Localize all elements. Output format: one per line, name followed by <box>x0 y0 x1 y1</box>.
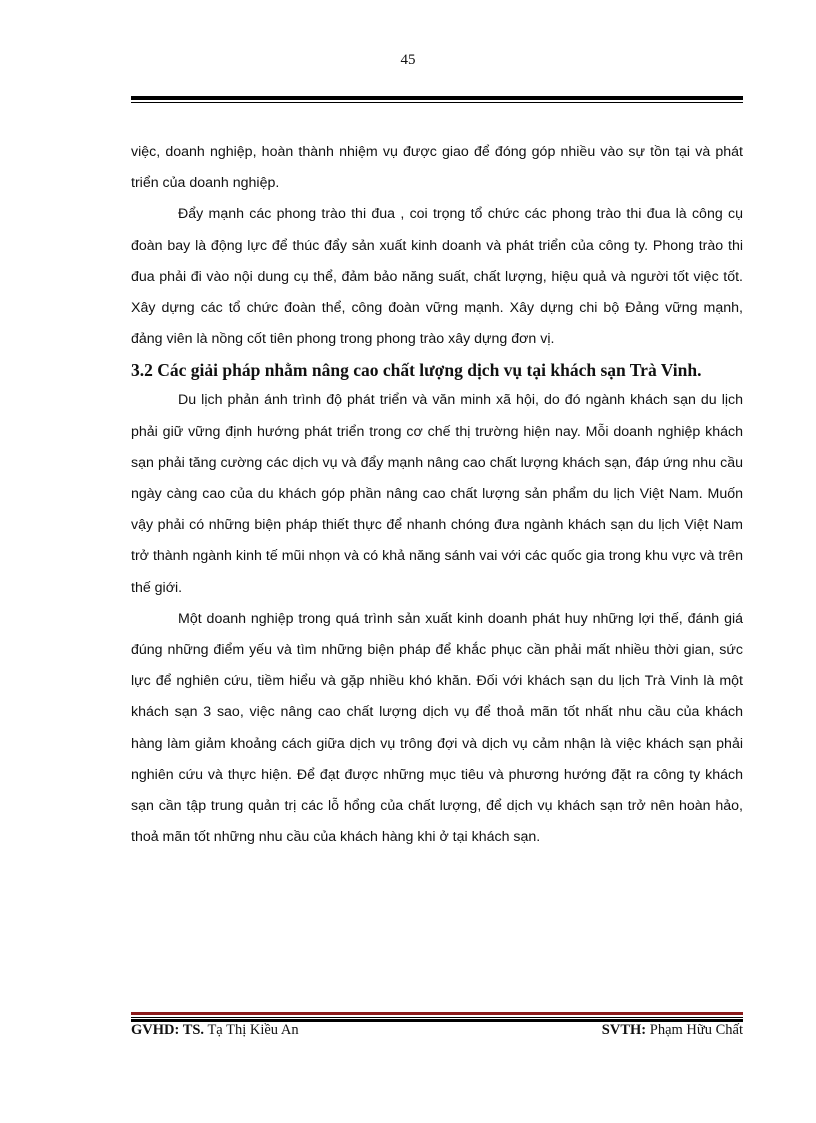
footer <box>131 1022 743 1039</box>
header-rule <box>131 96 743 103</box>
footer-rule <box>131 1012 743 1022</box>
section-heading: 3.2 Các giải pháp nhằm nâng cao chất lượng dịch vụ tại khách sạn Trà Vinh. <box>131 360 702 381</box>
footer-student <box>602 1022 743 1039</box>
student-label: SVTH: <box>601 1022 647 1038</box>
paragraph-3: Du lịch phản ánh trình độ phát triển và văn minh xã hội, do đó ngành khách sạn du lịch phải giữ vững định hướng phát triển trong cơ chế thị trường hiện nay. Mỗi doanh nghiệp khách sạn phải tăng cường các dịch vụ và đẩy mạnh nâng cao chất lượng khách sạn, đáp ứng nhu cầu ngày càng cao của du khách góp phần nâng cao chất lượng sản phẩm du lịch Việt Nam. Muốn vậy phải có những biện pháp thiết thực để nhanh chóng đưa ngành khách sạn du lịch Việt Nam trở thành ngành kinh tế mũi nhọn và có khả năng sánh vai với các quốc gia trong khu vực và trên thế giới. <box>131 392 743 596</box>
paragraph-4: Một doanh nghiệp trong quá trình sản xuất kinh doanh phát huy những lợi thế, đánh giá đúng những điểm yếu và tìm những biện pháp để khắc phục cần phải mất nhiều thời gian, sức lực để nghiên cứu, tiềm hiểu và gặp nhiều khó khăn. Đối với khách sạn du lịch Trà Vinh là một khách sạn 3 sao, việc nâng cao chất lượng dịch vụ để thoả mãn tốt nhất nhu cầu của khách hàng làm giảm khoảng cách giữa dịch vụ trông đợi và dịch vụ cảm nhận là việc khách sạn phải nghiên cứu và thực hiện. Để đạt được những mục tiêu và phương hướng đặt ra công ty khách sạn cần tập trung quản trị các lỗ hổng của chất lượng, để dịch vụ khách sạn trở nên hoàn hảo, thoả mãn tốt những nhu cầu của khách hàng khi ở tại khách sạn. <box>131 610 743 846</box>
paragraph-1: việc, doanh nghiệp, hoàn thành nhiệm vụ được giao để đóng góp nhiều vào sự tồn tại và phát triển của doanh nghiệp. <box>131 144 743 192</box>
footer-advisor <box>131 1022 299 1039</box>
document-body <box>131 137 743 853</box>
page-number: 45 <box>400 52 416 68</box>
paragraph-2: Đẩy mạnh các phong trào thi đua , coi trọng tổ chức các phong trào thi đua là công cụ đoàn bay là động lực để thúc đẩy sản xuất kinh doanh và phát triển của công ty. Phong trào thi đua phải đi vào nội dung cụ thể, đảm bảo năng suất, chất lượng, hiệu quả và người tốt việc tốt. Xây dựng các tổ chức đoàn thể, công đoàn vững mạnh. Xây dựng chi bộ Đảng vững mạnh, đảng viên là nồng cốt tiên phong trong phong trào xây dựng đơn vị. <box>131 206 743 348</box>
advisor-label: GVHD: TS. <box>131 1022 205 1038</box>
advisor-name: Tạ Thị Kiều An <box>207 1022 299 1038</box>
student-name: Phạm Hữu Chất <box>649 1022 743 1038</box>
